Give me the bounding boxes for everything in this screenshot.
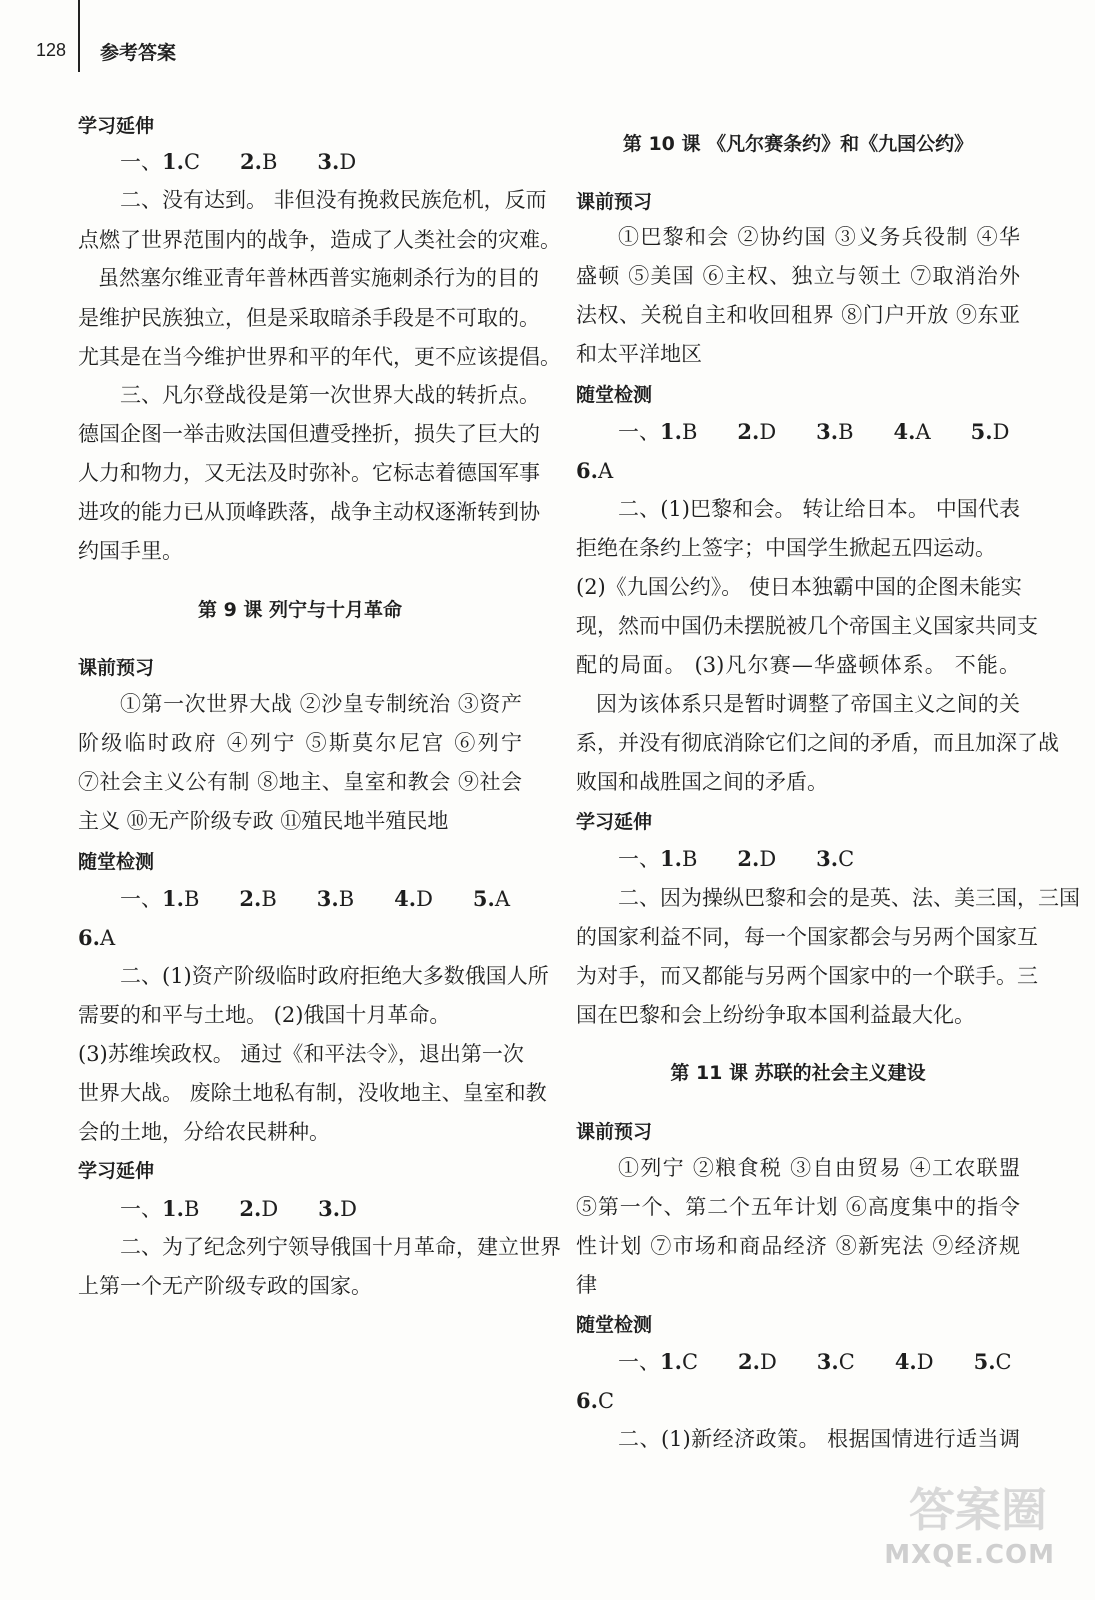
- section-heading: 课前预习: [576, 191, 653, 213]
- section-heading: 随堂检测: [576, 1314, 653, 1336]
- answer-line: 法权、关税自主和收回租界 ⑧门户开放 ⑨东亚: [576, 303, 1020, 327]
- mc-answers: 一、1.B 2.D 3.B 4.A 5.D: [618, 419, 1010, 444]
- lesson-title: 第 11 课 苏联的社会主义建设: [670, 1062, 926, 1084]
- mc-answers: 一、1.B 2.D 3.C: [618, 846, 855, 871]
- page-number: 128: [36, 40, 67, 60]
- answer-line: 和太平洋地区: [576, 342, 702, 366]
- answer-line: 的国家利益不同，每一个国家都会与另两个国家互: [576, 925, 1038, 949]
- answer-line: 性计划 ⑦市场和商品经济 ⑧新宪法 ⑨经济规: [576, 1234, 1020, 1258]
- answer-line: 需要的和平与土地。 (2)俄国十月革命。: [78, 1003, 451, 1027]
- answer-line: 二、(1)新经济政策。 根据国情进行适当调: [618, 1427, 1020, 1451]
- header-title: 参考答案: [100, 42, 177, 64]
- answer-line: 尤其是在当今维护世界和平的年代，更不应该提倡。: [78, 345, 561, 369]
- answer-line: (2)《九国公约》。 使日本独霸中国的企图未能实: [576, 575, 1022, 599]
- answer-line: 为对手，而又都能与另两个国家中的一个联手。三: [576, 964, 1038, 988]
- watermark: [884, 1483, 1077, 1586]
- answer-line: (3)苏维埃政权。 通过《和平法令》，退出第一次: [78, 1042, 524, 1066]
- section-heading: 学习延伸: [78, 1160, 155, 1182]
- answer-line: 进攻的能力已从顶峰跌落，战争主动权逐渐转到协: [78, 500, 540, 524]
- answer-line: 人力和物力，又无法及时弥补。它标志着德国军事: [78, 461, 540, 485]
- answer-line: ①第一次世界大战 ②沙皇专制统治 ③资产: [120, 692, 522, 716]
- answer-line: 三、凡尔登战役是第一次世界大战的转折点。: [120, 383, 540, 407]
- header-divider: [78, 0, 80, 72]
- answer-line: 二、因为操纵巴黎和会的是英、法、美三国，三国: [618, 886, 1080, 910]
- answer-line: ①列宁 ②粮食税 ③自由贸易 ④工农联盟: [618, 1156, 1020, 1180]
- answer-line: 因为该体系只是暂时调整了帝国主义之间的关: [596, 692, 1020, 716]
- answer-line: 二、(1)巴黎和会。 转让给日本。 中国代表: [618, 497, 1020, 521]
- answer-line: 约国手里。: [78, 539, 183, 563]
- answer-line: ⑦社会主义公有制 ⑧地主、皇室和教会 ⑨社会: [78, 770, 522, 794]
- watermark-url: MXQE.COM: [884, 1540, 1055, 1570]
- answer-line: 盛顿 ⑤美国 ⑥主权、独立与领土 ⑦取消治外: [576, 264, 1020, 288]
- answer-line: ⑤第一个、第二个五年计划 ⑥高度集中的指令: [576, 1195, 1020, 1219]
- answer-line: 阶级临时政府 ④列宁 ⑤斯莫尔尼宫 ⑥列宁: [78, 731, 522, 755]
- answer-line: 败国和战胜国之间的矛盾。: [576, 770, 828, 794]
- answer-line: 二、为了纪念列宁领导俄国十月革命，建立世界: [120, 1235, 561, 1259]
- mc-answers: 一、1.C 2.B 3.D: [120, 149, 357, 174]
- answer-line: 主义 ⑩无产阶级专政 ⑪殖民地半殖民地: [78, 809, 449, 833]
- answer-line: 世界大战。 废除土地私有制，没收地主、皇室和教: [78, 1081, 547, 1105]
- answer-line: 拒绝在条约上签字；中国学生掀起五四运动。: [576, 536, 996, 560]
- section-heading: 课前预习: [576, 1121, 653, 1143]
- answer-line: 是维护民族独立，但是采取暗杀手段是不可取的。: [78, 306, 540, 330]
- section-heading: 学习延伸: [576, 811, 653, 833]
- answer-line: 会的土地，分给农民耕种。: [78, 1120, 330, 1144]
- answer-line: ①巴黎和会 ②协约国 ③义务兵役制 ④华: [618, 225, 1020, 249]
- lesson-title: 第 10 课 《凡尔赛条约》和《九国公约》: [622, 133, 974, 155]
- answer-line: 国在巴黎和会上纷纷争取本国利益最大化。: [576, 1003, 975, 1027]
- answer-line: 系，并没有彻底消除它们之间的矛盾，而且加深了战: [576, 731, 1059, 755]
- mc-answers: 6.A: [78, 925, 116, 950]
- answer-line: 上第一个无产阶级专政的国家。: [78, 1274, 372, 1298]
- answer-line: 现，然而中国仍未摆脱被几个帝国主义国家共同支: [576, 614, 1038, 638]
- section-heading: 随堂检测: [576, 384, 653, 406]
- answer-line: 配的局面。 (3)凡尔赛—华盛顿体系。 不能。: [576, 653, 1020, 677]
- mc-answers: 一、1.B 2.D 3.D: [120, 1196, 357, 1221]
- mc-answers: 6.A: [576, 458, 614, 483]
- section-heading: 随堂检测: [78, 851, 155, 873]
- mc-answers: 一、1.B 2.B 3.B 4.D 5.A: [120, 886, 511, 911]
- lesson-title: 第 9 课 列宁与十月革命: [197, 599, 403, 621]
- watermark-logo: 答案圈: [909, 1483, 1047, 1537]
- mc-answers: 6.C: [576, 1388, 615, 1413]
- answer-line: 虽然塞尔维亚青年普林西普实施刺杀行为的目的: [98, 266, 539, 290]
- answer-line: 二、(1)资产阶级临时政府拒绝大多数俄国人所: [120, 964, 549, 988]
- answer-line: 点燃了世界范围内的战争，造成了人类社会的灾难。: [78, 228, 561, 252]
- answer-line: 二、没有达到。 非但没有挽救民族危机，反而: [120, 188, 547, 212]
- mc-answers: 一、1.C 2.D 3.C 4.D 5.C: [618, 1349, 1012, 1374]
- section-heading: 学习延伸: [78, 115, 155, 137]
- answer-line: 德国企图一举击败法国但遭受挫折，损失了巨大的: [78, 422, 540, 446]
- section-heading: 课前预习: [78, 657, 155, 679]
- answer-line: 律: [576, 1273, 597, 1297]
